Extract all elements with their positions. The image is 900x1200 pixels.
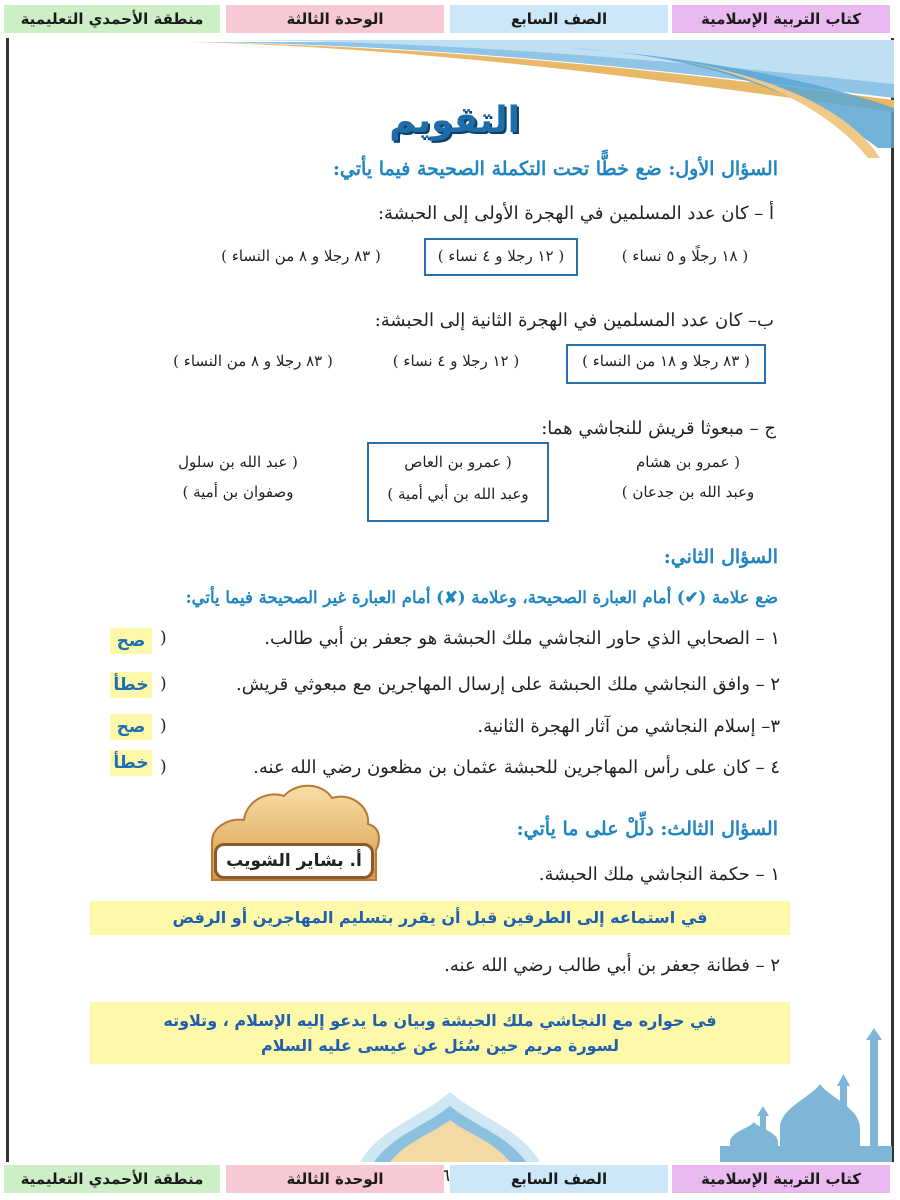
q1-c-option-2-line2: وعبد الله بن أبي أمية ) [387, 485, 529, 503]
q2-item-4-paren: ( [160, 757, 167, 777]
q1-c-option-3-line1: ( عبد الله بن سلول [178, 453, 298, 471]
q1-c-option-1-line1: ( عمرو بن هشام [635, 453, 741, 471]
header-tab-book: كتاب التربية الإسلامية [672, 5, 890, 33]
q2-item-2-answer: خطأ [110, 672, 152, 698]
footer-tab-region: منطقة الأحمدي التعليمية [4, 1165, 220, 1193]
header-tabs [0, 5, 900, 35]
q1-a-stem: أ – كان عدد المسلمين في الهجرة الأولى إلى الحبشة: [377, 203, 774, 224]
q1-a-option-1: ( ١٨ رجلًا و ٥ نساء ) [621, 247, 749, 265]
q2-item-2-paren: ( [160, 674, 167, 694]
mosque-skyline-decoration [720, 1028, 892, 1162]
footer-tab-book: كتاب التربية الإسلامية [672, 1165, 890, 1193]
q3-heading: السؤال الثالث: دلِّلْ على ما يأتي: [516, 818, 778, 840]
q1-b-option-2: ( ١٢ رجلا و ٤ نساء ) [392, 352, 520, 370]
footer-tabs [0, 1165, 900, 1195]
q2-item-1-paren: ( [160, 628, 167, 648]
q2-instruction: ضع علامة (✔) أمام العبارة الصحيحة، وعلامة (✘) أمام العبارة غير الصحيحة فيما يأتي: [185, 588, 778, 607]
q3-answer-2 [90, 1002, 790, 1064]
q2-item-1-answer: صح [110, 628, 152, 654]
header-tab-unit: الوحدة الثالثة [226, 5, 444, 33]
q1-heading: السؤال الأول: ضع خطًّا تحت التكملة الصحيحة فيما يأتي: [332, 158, 778, 180]
q1-b-stem: ب– كان عدد المسلمين في الهجرة الثانية إلى الحبشة: [374, 310, 774, 331]
q2-item-3-paren: ( [160, 716, 167, 736]
footer-tab-grade: الصف السابع [450, 1165, 668, 1193]
q1-c-option-1-line2: وعبد الله بن جدعان ) [621, 483, 755, 501]
textbook-page [0, 38, 900, 1162]
q1-b-option-1: ( ٨٣ رجلا و ١٨ من النساء ) [582, 352, 750, 370]
q3-item-2: ٢ – فطانة جعفر بن أبي طالب رضي الله عنه. [444, 955, 780, 976]
q2-item-3: ٣– إسلام النجاشي من آثار الهجرة الثانية. [477, 716, 780, 737]
header-tab-grade: الصف السابع [450, 5, 668, 33]
q1-a-option-3: ( ٨٣ رجلا و ٨ من النساء ) [221, 247, 381, 265]
q2-item-2: ٢ – وافق النجاشي ملك الحبشة على إرسال المهاجرين مع مبعوثي قريش. [235, 674, 780, 695]
q3-answer-2-line1: في حواره مع النجاشي ملك الحبشة وبيان ما يدعو إليه الإسلام ، وتلاوته [163, 1011, 717, 1030]
header-tab-region: منطقة الأحمدي التعليمية [4, 5, 220, 33]
author-badge: أ. بشاير الشويب [214, 843, 374, 879]
q2-heading: السؤال الثاني: [663, 546, 778, 568]
q1-c-option-3-line2: وصفوان بن أمية ) [182, 483, 294, 501]
q3-item-1: ١ – حكمة النجاشي ملك الحبشة. [538, 864, 780, 885]
q2-item-1: ١ – الصحابي الذي حاور النجاشي ملك الحبشة هو جعفر بن أبي طالب. [264, 628, 780, 649]
q2-item-4-answer: خطأ [110, 750, 152, 776]
q1-c-option-2-line1: ( عمرو بن العاص [404, 453, 512, 471]
page-title: التقويم [389, 100, 520, 141]
q1-c-stem: ج – مبعوثا قريش للنجاشي هما: [541, 418, 776, 439]
q2-item-3-answer: صح [110, 714, 152, 740]
q3-answer-2-line2: لسورة مريم حين سُئل عن عيسى عليه السلام [261, 1036, 619, 1055]
q3-answer-1: في استماعه إلى الطرفين قبل أن يقرر بتسليم المهاجرين أو الرفض [90, 901, 790, 935]
q1-a-option-2: ( ١٢ رجلا و ٤ نساء ) [437, 247, 565, 265]
footer-tab-unit: الوحدة الثالثة [226, 1165, 444, 1193]
q2-item-4: ٤ – كان على رأس المهاجرين للحبشة عثمان بن مظعون رضي الله عنه. [253, 757, 780, 778]
bottom-arch-decoration [360, 1088, 540, 1162]
q1-b-option-3: ( ٨٣ رجلا و ٨ من النساء ) [173, 352, 333, 370]
